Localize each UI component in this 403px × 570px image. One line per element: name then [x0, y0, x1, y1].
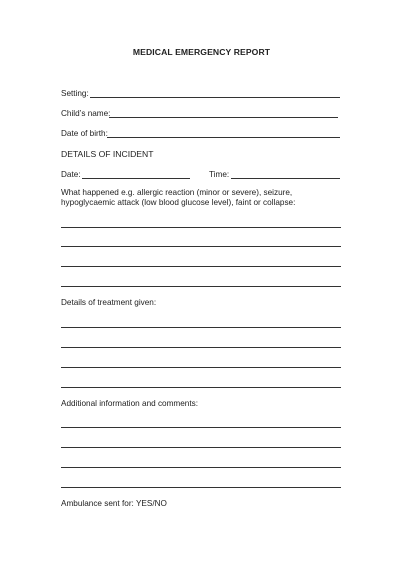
details-heading: DETAILS OF INCIDENT	[61, 149, 154, 159]
date-label: Date:	[61, 170, 81, 179]
additional-line[interactable]	[61, 487, 341, 488]
treatment-line[interactable]	[61, 367, 341, 368]
what-happened-line[interactable]	[61, 246, 341, 247]
what-happened-line[interactable]	[61, 266, 341, 267]
additional-line[interactable]	[61, 427, 341, 428]
additional-line[interactable]	[61, 447, 341, 448]
what-happened-text-1: What happened e.g. allergic reaction (minor or severe), seizure,	[61, 188, 293, 197]
dob-line[interactable]	[107, 137, 340, 138]
treatment-label: Details of treatment given:	[61, 298, 157, 307]
dob-label: Date of birth:	[61, 129, 108, 138]
additional-label: Additional information and comments:	[61, 399, 198, 408]
what-happened-line[interactable]	[61, 286, 341, 287]
setting-line[interactable]	[90, 97, 340, 98]
treatment-line[interactable]	[61, 387, 341, 388]
treatment-line[interactable]	[61, 327, 341, 328]
childs-name-line[interactable]	[109, 117, 338, 118]
time-label: Time:	[209, 170, 230, 179]
what-happened-line[interactable]	[61, 227, 341, 228]
setting-label: Setting:	[61, 89, 89, 98]
childs-name-label: Child’s name:	[61, 109, 111, 118]
time-line[interactable]	[231, 178, 340, 179]
treatment-line[interactable]	[61, 347, 341, 348]
additional-line[interactable]	[61, 467, 341, 468]
page-title: MEDICAL EMERGENCY REPORT	[132, 47, 271, 57]
ambulance-label: Ambulance sent for: YES/NO	[61, 499, 167, 508]
date-line[interactable]	[82, 178, 190, 179]
what-happened-text-2: hypoglycaemic attack (low blood glucose level), faint or collapse:	[61, 198, 296, 207]
